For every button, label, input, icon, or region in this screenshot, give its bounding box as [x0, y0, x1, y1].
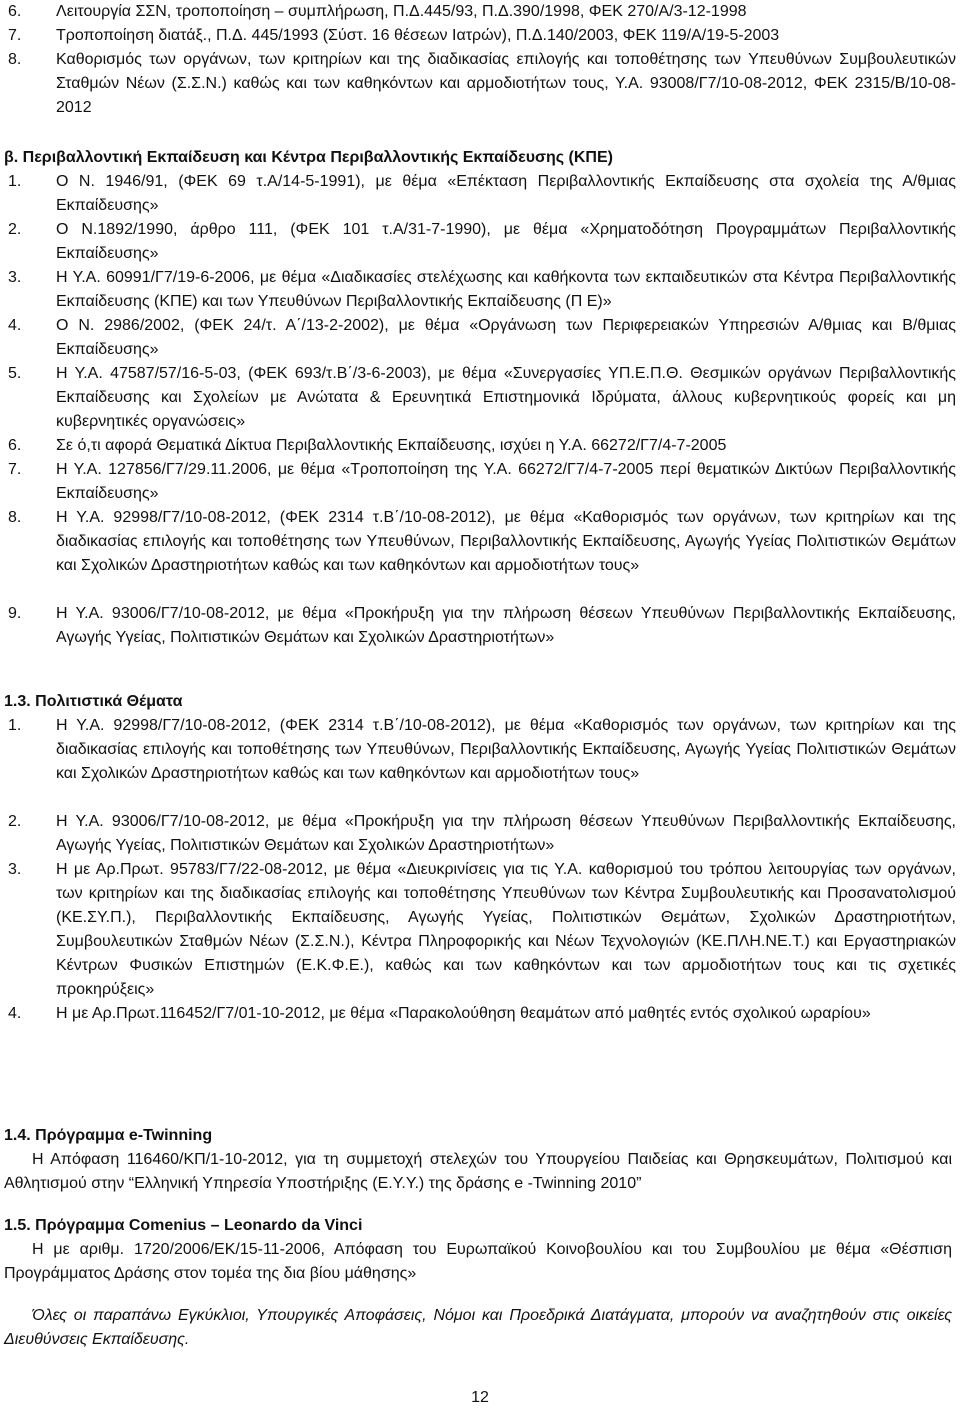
item-number: 5.: [8, 365, 22, 382]
item-number: 1.: [8, 717, 22, 734]
item-number: 6.: [8, 3, 22, 20]
list-item: [8, 458, 956, 506]
list-item: [8, 48, 956, 120]
item-number: 1.: [8, 173, 22, 190]
item-number: 8.: [8, 51, 22, 68]
item-number: 6.: [8, 437, 22, 454]
item-number: 7.: [8, 461, 22, 478]
item-number: 3.: [8, 269, 22, 286]
item-text: Η Υ.Α. 93006/Γ7/10-08-2012, με θέμα «Προκήρυξη για την πλήρωση θέσεων Υπευθύνων Περιβαλλοντικής Εκπαίδευσης, Αγωγής Υγείας, Πολιτιστικών Θεμάτων και Σχολικών Δραστηριοτήτων»: [56, 605, 956, 646]
list-item: [8, 24, 956, 48]
item-number: 9.: [8, 605, 22, 622]
item-number: 3.: [8, 861, 22, 878]
list-item: [8, 434, 956, 458]
item-text: Η με Αρ.Πρωτ.116452/Γ7/01-10-2012, με θέμα «Παρακολούθηση θεαμάτων από μαθητές εντός σχολικού ωραρίου»: [56, 1005, 871, 1022]
section-heading-environmental-education: β. Περιβαλλοντική Εκπαίδευση και Κέντρα Περιβαλλοντικής Εκπαίδευσης (ΚΠΕ): [4, 149, 613, 166]
list-item: [8, 858, 956, 1002]
item-text: Ο Ν. 1946/91, (ΦΕΚ 69 τ.Α/14-5-1991), με θέμα «Επέκταση Περιβαλλοντικής Εκπαίδευσης στα σχολεία της Α/θμιας Εκπαίδευσης»: [56, 173, 956, 214]
list-item: [8, 362, 956, 434]
item-text: Η Υ.Α. 47587/57/16-5-03, (ΦΕΚ 693/τ.Β΄/3-6-2003), με θέμα «Συνεργασίες ΥΠ.Ε.Π.Θ. Θεσμικών οργάνων Περιβαλλοντικής Εκπαίδευσης και Σχολείων με Ανώτατα & Ερευνητικά Επιστημονικά Ιδρύματα, άλλους κυβερνητικούς φορείς και μη κυβερνητικές οργανώσεις»: [56, 365, 956, 430]
list-item: [8, 506, 956, 578]
list-item: [8, 266, 956, 314]
comenius-paragraph: Η με αριθμ. 1720/2006/ΕΚ/15-11-2006, Απόφαση του Ευρωπαϊκού Κοινοβουλίου και του Συμβουλίου με θέμα «Θέσπιση Προγράμματος Δράσης στον τομέα της δια βίου μάθησης»: [4, 1241, 952, 1282]
list-item: [8, 314, 956, 362]
item-text: Λειτουργία ΣΣΝ, τροποποίηση – συμπλήρωση, Π.Δ.445/93, Π.Δ.390/1998, ΦΕΚ 270/Α/3-12-1998: [56, 3, 747, 20]
closing-note: Όλες οι παραπάνω Εγκύκλιοι, Υπουργικές Αποφάσεις, Νόμοι και Προεδρικά Διατάγματα, μπορούν να αναζητηθούν στις οικείες Διευθύνσεις Εκπαίδευσης.: [4, 1307, 952, 1348]
list-item: [8, 714, 956, 786]
item-number: 8.: [8, 509, 22, 526]
etwinning-paragraph: Η Απόφαση 116460/ΚΠ/1-10-2012, για τη συμμετοχή στελεχών του Υπουργείου Παιδείας και Θρησκευμάτων, Πολιτισμού και Αθλητισμού στην “Ελληνική Υπηρεσία Υποστήριξης (Ε.Υ.Υ.) της δράσης e -Twinning 2010”: [4, 1151, 952, 1192]
item-text: Η Υ.Α. 93006/Γ7/10-08-2012, με θέμα «Προκήρυξη για την πλήρωση θέσεων Υπευθύνων Περιβαλλοντικής Εκπαίδευσης, Αγωγής Υγείας, Πολιτιστικών Θεμάτων και Σχολικών Δραστηριοτήτων»: [56, 813, 956, 854]
item-text: Ο Ν. 2986/2002, (ΦΕΚ 24/τ. Α΄/13-2-2002), με θέμα «Οργάνωση των Περιφερειακών Υπηρεσιών Α/θμιας και Β/θμιας Εκπαίδευσης»: [56, 317, 956, 358]
section-heading-comenius: 1.5. Πρόγραμμα Comenius – Leonardo da Vinci: [4, 1217, 363, 1234]
item-text: Η Υ.Α. 92998/Γ7/10-08-2012, (ΦΕΚ 2314 τ.Β΄/10-08-2012), με θέμα «Καθορισμός των οργάνων, των κριτηρίων και της διαδικασίας επιλογής και τοποθέτησης των Υπευθύνων, Περιβαλλοντικής Εκπαίδευσης, Αγωγής Υγείας Πολιτιστικών Θεμάτων και Σχολικών Δραστηριοτήτων καθώς και των καθηκόντων και αρμοδιοτήτων τους»: [56, 717, 956, 782]
list-item: [8, 218, 956, 266]
page-number: 12: [471, 1389, 489, 1406]
list-item: [8, 810, 956, 858]
section-heading-cultural-topics: 1.3. Πολιτιστικά Θέματα: [4, 693, 183, 710]
list-item: [8, 602, 956, 650]
item-text: Η Υ.Α. 60991/Γ7/19-6-2006, με θέμα «Διαδικασίες στελέχωσης και καθήκοντα των εκπαιδευτικών στα Κέντρα Περιβαλλοντικής Εκπαίδευσης (ΚΠΕ) και των Υπευθύνων Περιβαλλοντικής Εκπαίδευσης (Π Ε)»: [56, 269, 956, 310]
list-item: [8, 1002, 956, 1026]
item-number: 2.: [8, 221, 22, 238]
item-number: 2.: [8, 813, 22, 830]
item-text: Η με Αρ.Πρωτ. 95783/Γ7/22-08-2012, με θέμα «Διευκρινίσεις για τις Υ.Α. καθορισμού του τρόπου λειτουργίας των οργάνων, των κριτηρίων και της διαδικασίας επιλογής και τοποθέτησης Υπευθύνων των Κέντρα Συμβουλευτικής και Προσανατολισμού (ΚΕ.ΣΥ.Π.), Περιβαλλοντικής Εκπαίδευσης, Αγωγής Υγείας, Πολιτιστικών Θεμάτων, Σχολικών Δραστηριοτήτων, Συμβουλευτικών Σταθμών Νέων (Σ.Σ.Ν.), Κέντρα Πληροφορικής και Νέων Τεχνολογιών (ΚΕ.ΠΛΗ.ΝΕ.Τ.) και Εργαστηριακών Κέντρων Φυσικών Επιστημών (Ε.Κ.Φ.Ε.), καθώς και των καθηκόντων και των αρμοδιοτήτων τους και τις σχετικές προκηρύξεις»: [56, 861, 956, 998]
item-number: 4.: [8, 1005, 22, 1022]
list-item: [8, 0, 956, 24]
item-text: Καθορισμός των οργάνων, των κριτηρίων και της διαδικασίας επιλογής και τοποθέτησης των Υπευθύνων Συμβουλευτικών Σταθμών Νέων (Σ.Σ.Ν.) καθώς και των καθηκόντων και αρμοδιοτήτων τους, Υ.Α. 93008/Γ7/10-08-2012, ΦΕΚ 2315/Β/10-08-2012: [56, 51, 956, 116]
item-number: 7.: [8, 27, 22, 44]
item-text: Σε ό,τι αφορά Θεματικά Δίκτυα Περιβαλλοντικής Εκπαίδευσης, ισχύει η Υ.Α. 66272/Γ7/4-7-2005: [56, 437, 727, 454]
section-heading-etwinning: 1.4. Πρόγραμμα e-Twinning: [4, 1127, 213, 1144]
item-text: Ο Ν.1892/1990, άρθρο 111, (ΦΕΚ 101 τ.Α/31-7-1990), με θέμα «Χρηματοδότηση Προγραμμάτων Περιβαλλοντικής Εκπαίδευσης»: [56, 221, 956, 262]
item-text: Η Υ.Α. 127856/Γ7/29.11.2006, με θέμα «Τροποποίηση της Υ.Α. 66272/Γ7/4-7-2005 περί θεματικών Δικτύων Περιβαλλοντικής Εκπαίδευσης»: [56, 461, 956, 502]
item-text: Τροποποίηση διατάξ., Π.Δ. 445/1993 (Σύστ. 16 θέσεων Ιατρών), Π.Δ.140/2003, ΦΕΚ 119/Α/19-5-2003: [56, 27, 780, 44]
item-text: Η Υ.Α. 92998/Γ7/10-08-2012, (ΦΕΚ 2314 τ.Β΄/10-08-2012), με θέμα «Καθορισμός των οργάνων, των κριτηρίων και της διαδικασίας επιλογής και τοποθέτησης των Υπευθύνων, Περιβαλλοντικής Εκπαίδευσης, Αγωγής Υγείας Πολιτιστικών Θεμάτων και Σχολικών Δραστηριοτήτων καθώς και των καθηκόντων και αρμοδιοτήτων τους»: [56, 509, 956, 574]
list-item: [8, 170, 956, 218]
item-number: 4.: [8, 317, 22, 334]
